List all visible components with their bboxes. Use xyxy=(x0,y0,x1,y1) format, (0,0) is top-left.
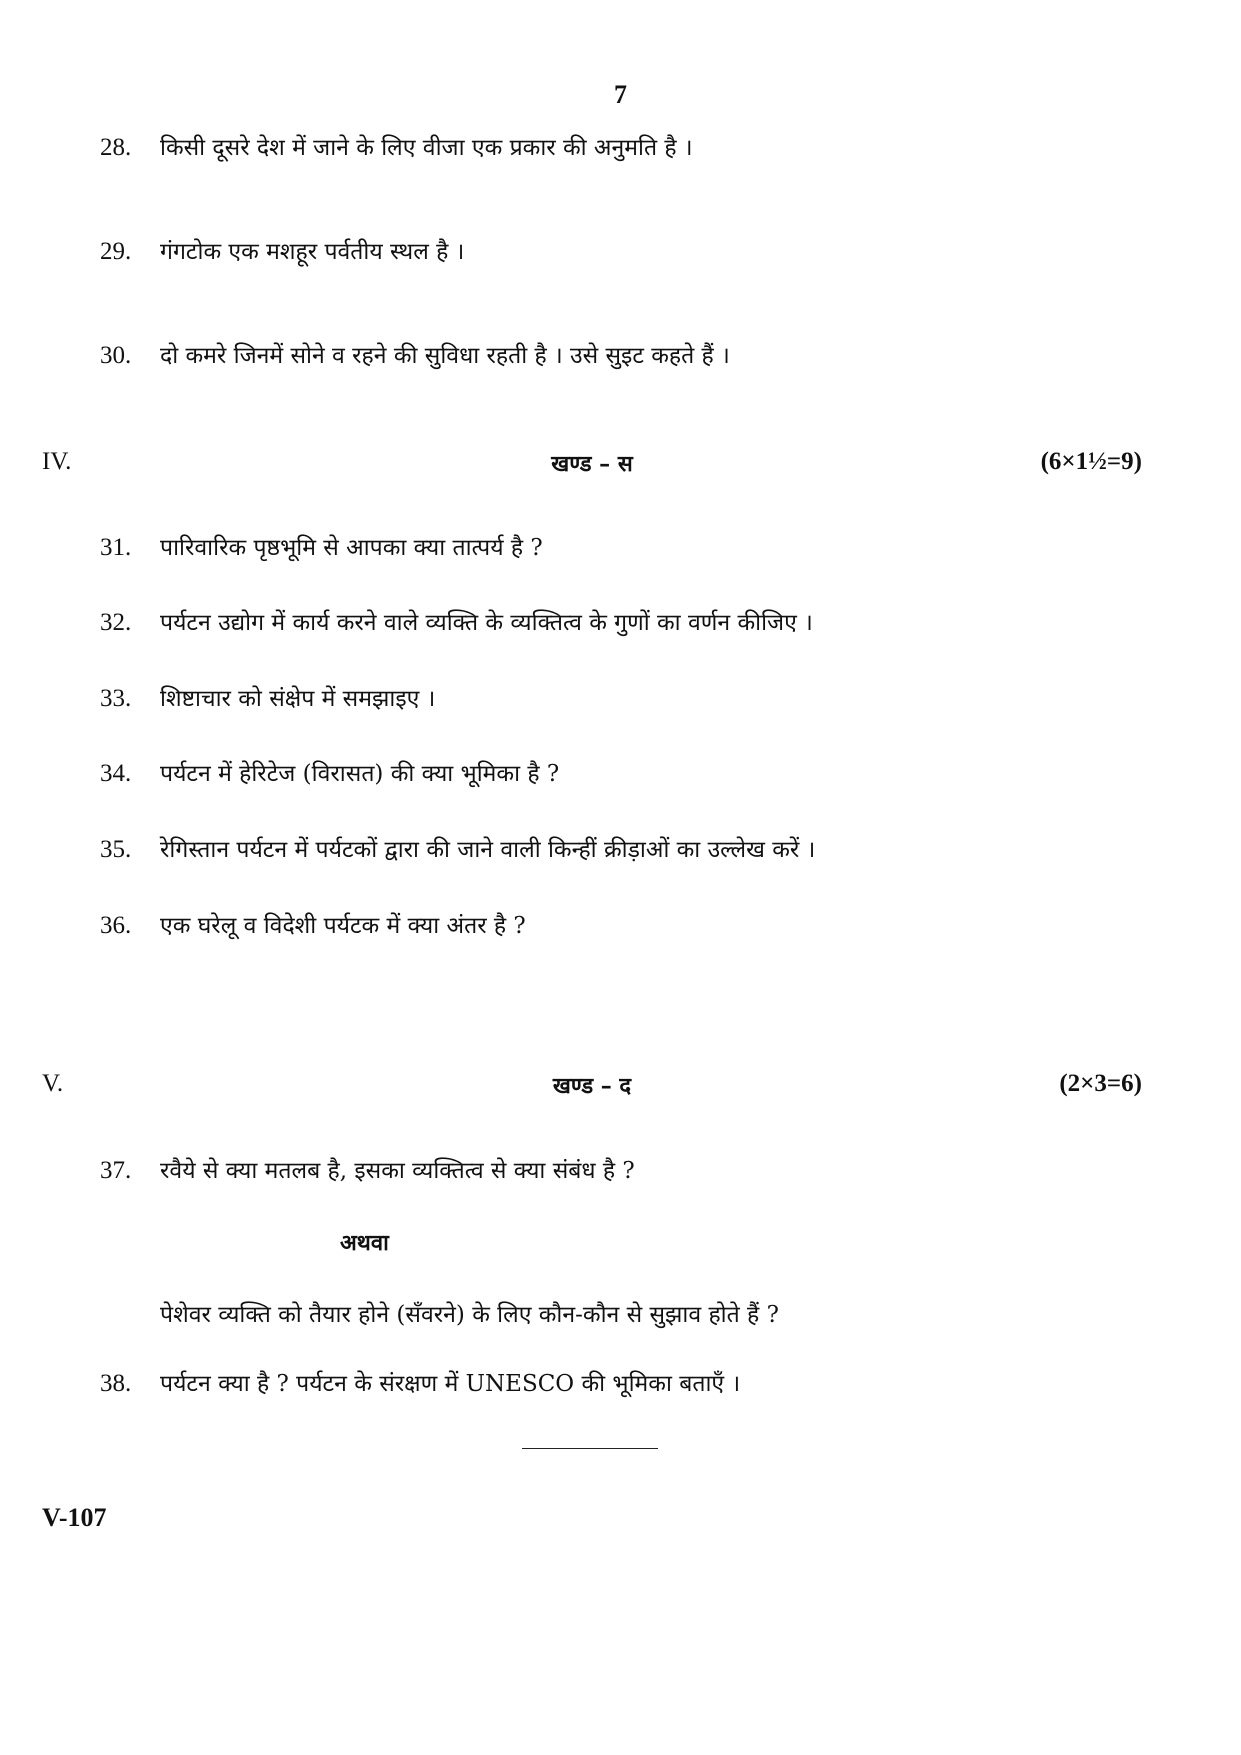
end-divider xyxy=(522,1448,658,1449)
section-5-header xyxy=(42,1070,1142,1106)
question-30 xyxy=(100,340,730,372)
question-text: पर्यटन क्या है ? पर्यटन के संरक्षण में UNESCO की भूमिका बताएँ । xyxy=(160,1371,741,1397)
question-36 xyxy=(100,910,526,942)
question-number: 28. xyxy=(100,134,132,161)
question-37-alternative: पेशेवर व्यक्ति को तैयार होने (सँवरने) के लिए कौन-कौन से सुझाव होते हैं ? xyxy=(160,1302,779,1328)
question-38 xyxy=(100,1368,740,1400)
question-number: 29. xyxy=(100,238,132,265)
question-34 xyxy=(100,758,559,790)
question-text: पारिवारिक पृष्ठभूमि से आपका क्या तात्पर्य है ? xyxy=(160,535,543,561)
question-33 xyxy=(100,683,435,715)
question-31 xyxy=(100,532,543,564)
section-4-header xyxy=(42,448,1142,484)
paper-code: V-107 xyxy=(42,1503,107,1532)
page-number: 7 xyxy=(614,80,627,109)
question-number: 34. xyxy=(100,760,132,787)
question-32 xyxy=(100,607,813,639)
question-number: 38. xyxy=(100,1370,132,1397)
question-text: गंगटोक एक मशहूर पर्वतीय स्थल है । xyxy=(160,239,465,265)
question-number: 32. xyxy=(100,609,132,636)
section-roman-numeral: V. xyxy=(42,1070,64,1097)
section-marks: (6×1½=9) xyxy=(1040,448,1142,475)
question-number: 30. xyxy=(100,342,132,369)
section-roman-numeral: IV. xyxy=(42,448,72,475)
question-37 xyxy=(100,1155,635,1187)
question-number: 31. xyxy=(100,534,132,561)
question-29 xyxy=(100,236,464,268)
question-number: 35. xyxy=(100,836,132,863)
question-28 xyxy=(100,132,693,164)
question-number: 33. xyxy=(100,685,132,712)
question-text: पर्यटन में हेरिटेज (विरासत) की क्या भूमिका है ? xyxy=(160,761,560,787)
question-number: 37. xyxy=(100,1157,132,1184)
question-text: किसी दूसरे देश में जाने के लिए वीजा एक प्रकार की अनुमति है । xyxy=(160,135,693,161)
section-title: खण्ड – स xyxy=(551,451,633,477)
question-text: रवैये से क्या मतलब है, इसका व्यक्तित्व से क्या संबंध है ? xyxy=(160,1158,635,1184)
section-title: खण्ड – द xyxy=(552,1073,632,1099)
question-35 xyxy=(100,834,815,866)
question-text: पर्यटन उद्योग में कार्य करने वाले व्यक्ति के व्यक्तित्व के गुणों का वर्णन कीजिए । xyxy=(160,610,813,636)
question-number: 36. xyxy=(100,912,132,939)
or-label: अथवा xyxy=(340,1230,389,1256)
question-text: एक घरेलू व विदेशी पर्यटक में क्या अंतर है ? xyxy=(160,913,526,939)
question-text: रेगिस्तान पर्यटन में पर्यटकों द्वारा की जाने वाली किन्हीं क्रीड़ाओं का उल्लेख करें । xyxy=(160,837,816,863)
section-marks: (2×3=6) xyxy=(1059,1070,1142,1097)
question-text: दो कमरे जिनमें सोने व रहने की सुविधा रहती है । उसे सुइट कहते हैं । xyxy=(160,343,730,369)
question-text: शिष्टाचार को संक्षेप में समझाइए । xyxy=(160,686,436,712)
